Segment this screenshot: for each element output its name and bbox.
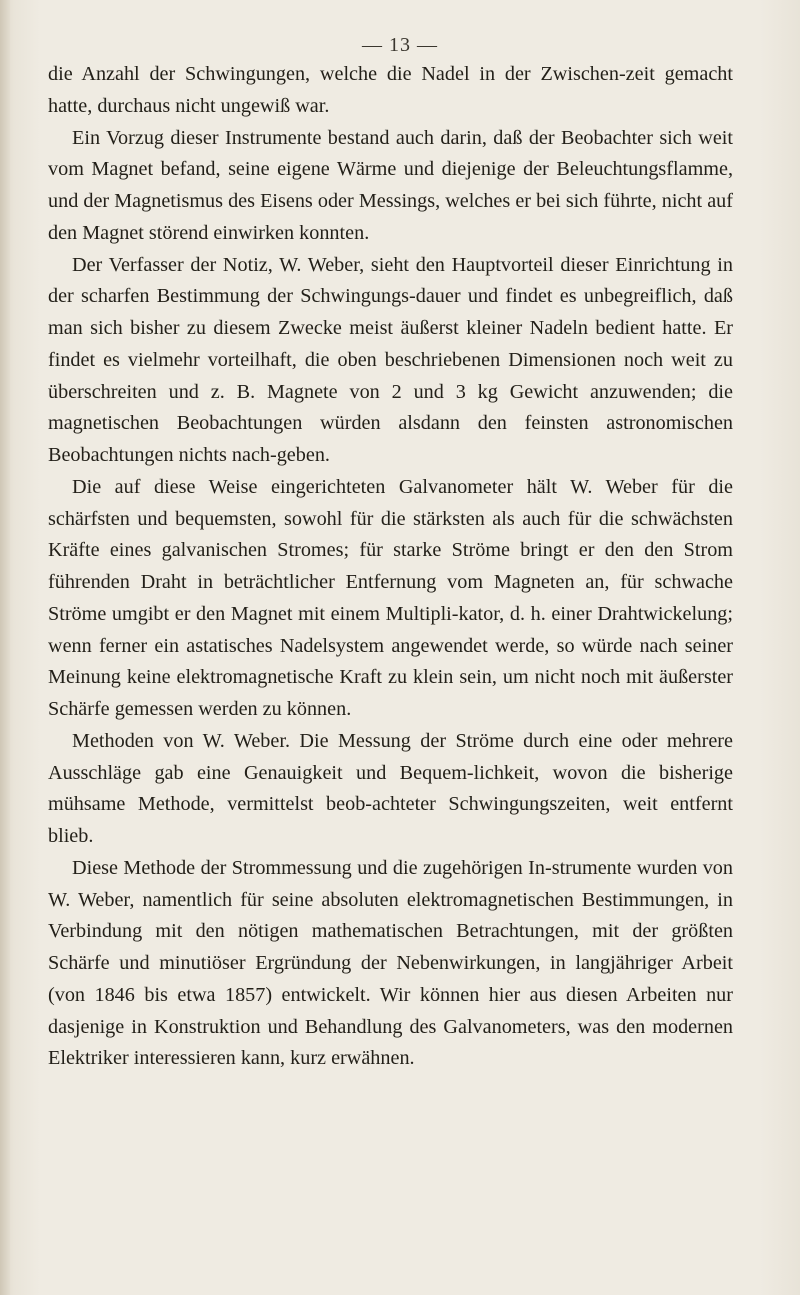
page-spine-shadow xyxy=(0,0,10,1295)
paragraph-2: Ein Vorzug dieser Instrumente bestand auch darin, daß der Beobachter sich weit vom Magnet befand, seine eigene Wärme und diejenige der Beleuchtungsflamme, und der Magnetismus des Eisens oder Messings, welches er bei sich führte, nicht auf den Magnet störend einwirken konnten. xyxy=(48,126,733,244)
paragraph-5: Methoden von W. Weber. Die Messung der Ströme durch eine oder mehrere Ausschläge gab eine Genauigkeit und Bequem-lichkeit, wovon die bisherige mühsame Methode, vermittelst beob-achteter Schwingungszeiten, weit entfernt blieb. xyxy=(48,729,733,847)
page-number: — 13 — xyxy=(362,34,438,56)
paragraph-4: Die auf diese Weise eingerichteten Galvanometer hält W. Weber für die schärfsten und bequemsten, sowohl für die stärksten als auch für die schwächsten Kräfte eines galvanischen Stromes; für starke Ströme bringt er den den Strom führenden Draht in beträchtlicher Entfernung vom Magneten an, für schwache Ströme umgibt er den Magnet mit einem Multipli-kator, d. h. einer Drahtwickelung; wenn ferner ein astatisches Nadelsystem angewendet werde, so würde nach seiner Meinung keine elektromagnetische Kraft zu klein sein, um nicht noch mit äußerster Schärfe gemessen werden zu können. xyxy=(48,475,733,720)
paragraph-1: die Anzahl der Schwingungen, welche die Nadel in der Zwischen-zeit gemacht hatte, durchaus nicht ungewiß war. xyxy=(48,63,733,117)
paragraph-6: Diese Methode der Strommessung und die zugehörigen In-strumente wurden von W. Weber, namentlich für seine absoluten elektromagnetischen Bestimmungen, in Verbindung mit den nötigen mathematischen Betrachtungen, mit der größten Schärfe und minutiöser Ergründung der Nebenwirkungen, in langjähriger Arbeit (von 1846 bis etwa 1857) entwickelt. Wir können hier aus diesen Arbeiten nur dasjenige in Konstruktion und Behandlung des Galvanometers, was den modernen Elektriker interessieren kann, kurz erwähnen. xyxy=(48,856,733,1070)
body-text xyxy=(48,59,733,1075)
paragraph-3: Der Verfasser der Notiz, W. Weber, sieht den Hauptvorteil dieser Einrichtung in der scharfen Bestimmung der Schwingungs-dauer und findet es unbegreiflich, daß man sich bisher zu diesem Zwecke meist äußerst kleiner Nadeln bedient hatte. Er findet es vielmehr vorteilhaft, die oben beschriebenen Dimensionen noch weit zu überschreiten und z. B. Magnete von 2 und 3 kg Gewicht anzuwenden; die magnetischen Beobachtungen würden alsdann den feinsten astronomischen Beobachtungen nichts nach-geben. xyxy=(48,253,733,466)
